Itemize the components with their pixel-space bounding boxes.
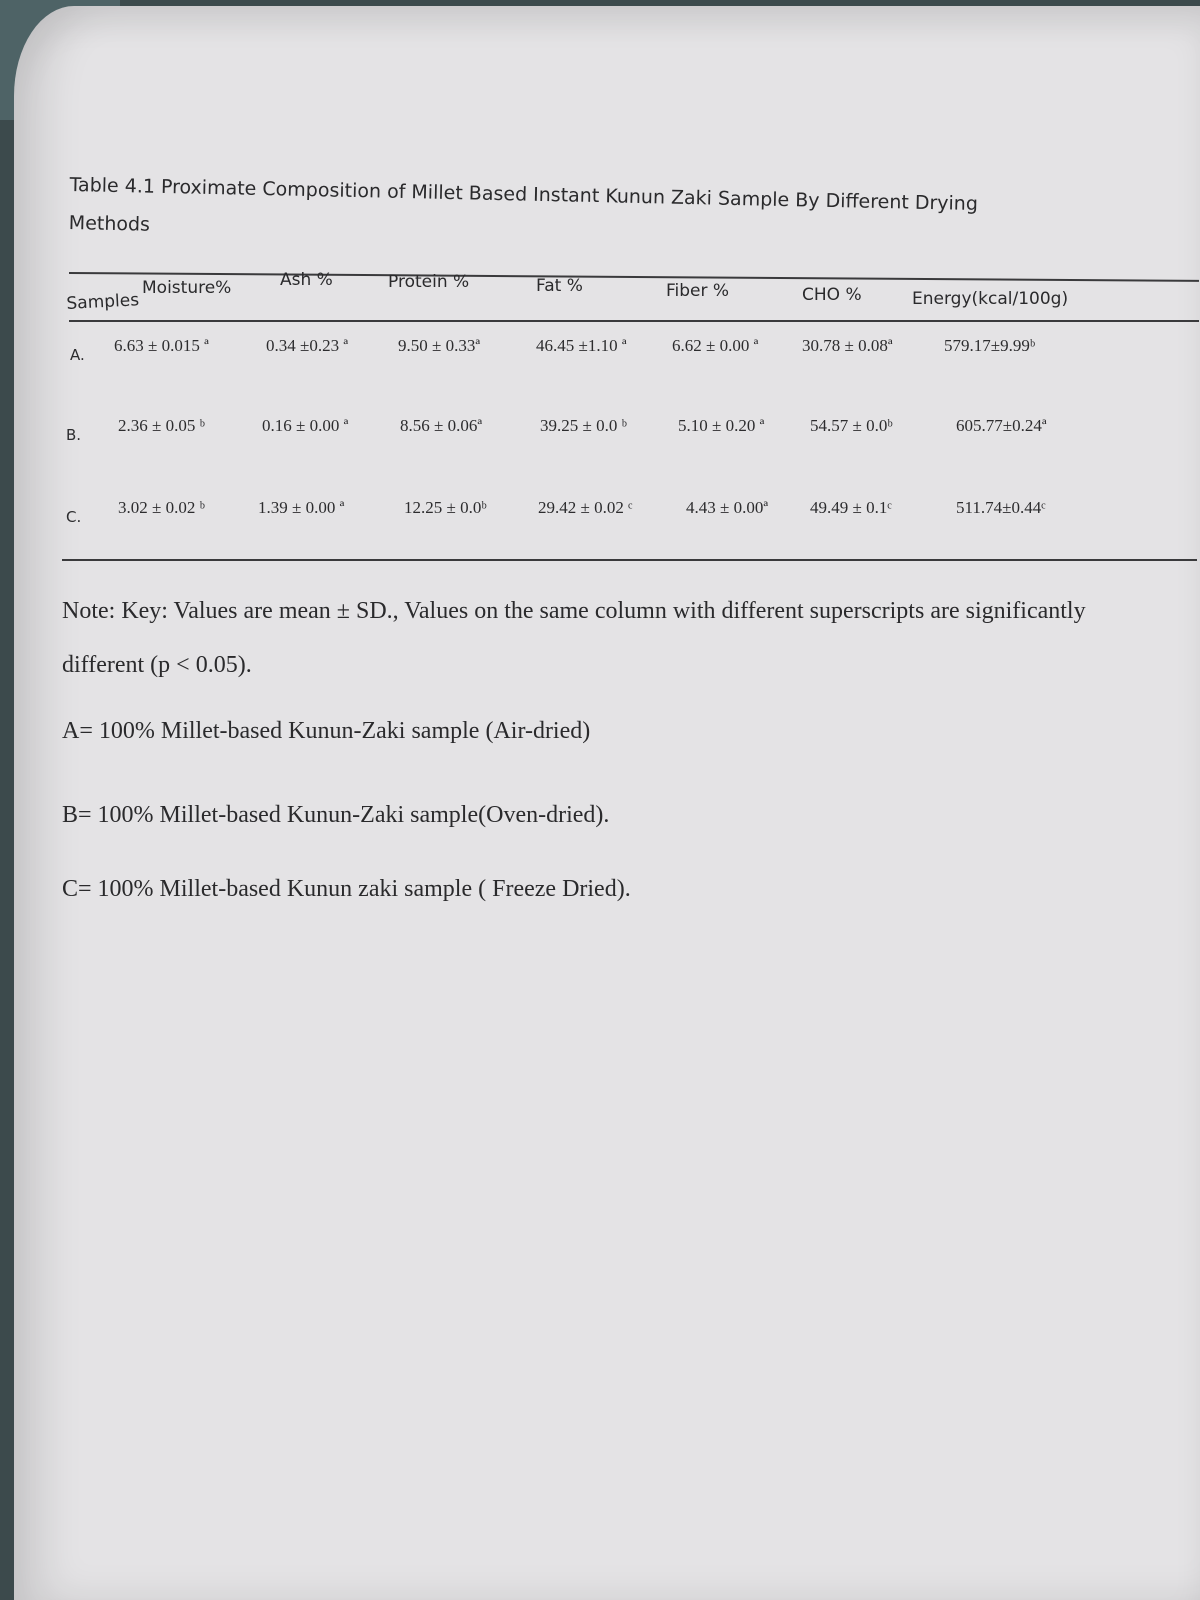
table-row [14, 498, 1200, 538]
row-sample-label: B. [66, 426, 82, 444]
cell-fiber: 4.43 ± 0.00ª [686, 498, 769, 517]
table-caption-line-1: Table 4.1 Proximate Composition of Millet Based Instant Kunun Zaki Sample By Different Drying [69, 173, 979, 216]
cell-cho: 54.57 ± 0.0ᵇ [810, 416, 893, 435]
table-header-row [14, 270, 1200, 320]
cell-cho: 30.78 ± 0.08ª [802, 336, 893, 355]
cell-fat: 29.42 ± 0.02 ᶜ [538, 498, 633, 517]
table-caption [68, 166, 1099, 264]
row-sample-label: C. [66, 508, 82, 526]
cell-ash: 1.39 ± 0.00 ª [258, 498, 345, 517]
cell-fat: 39.25 ± 0.0 ᵇ [540, 416, 627, 435]
header-energy: Energy(kcal/100g) [912, 289, 1069, 309]
table-bottom-rule [62, 559, 1197, 561]
cell-energy: 605.77±0.24ª [956, 416, 1047, 435]
header-fiber: Fiber % [666, 281, 730, 301]
header-moisture: Moisture% [142, 278, 232, 298]
cell-protein: 8.56 ± 0.06ª [400, 416, 483, 435]
cell-fiber: 5.10 ± 0.20 ª [678, 416, 765, 435]
cell-fat: 46.45 ±1.10 ª [536, 336, 627, 355]
cell-ash: 0.34 ±0.23 ª [266, 336, 349, 355]
table-row [14, 416, 1200, 456]
cell-protein: 9.50 ± 0.33ª [398, 336, 481, 355]
header-cho: CHO % [802, 285, 862, 305]
cell-moisture: 2.36 ± 0.05 ᵇ [118, 416, 205, 435]
table-header-rule [69, 320, 1199, 322]
cell-energy: 511.74±0.44ᶜ [956, 498, 1046, 517]
row-sample-label: A. [70, 346, 85, 364]
legend-item-b: B= 100% Millet-based Kunun-Zaki sample(Oven-dried). [62, 802, 610, 828]
table-note: Note: Key: Values are mean ± SD., Values on the same column with different superscripts are significantly different (p < 0.05). [62, 598, 1086, 678]
cell-cho: 49.49 ± 0.1ᶜ [810, 498, 892, 517]
document-page [14, 6, 1200, 1600]
header-samples: Samples [66, 290, 140, 314]
legend-item-c: C= 100% Millet-based Kunun zaki sample ( Freeze Dried). [62, 876, 631, 902]
header-protein: Protein % [388, 272, 470, 292]
cell-moisture: 6.63 ± 0.015 ª [114, 336, 209, 355]
cell-energy: 579.17±9.99ᵇ [944, 336, 1036, 355]
legend-item-a: A= 100% Millet-based Kunun-Zaki sample (Air-dried) [62, 718, 591, 744]
cell-ash: 0.16 ± 0.00 ª [262, 416, 349, 435]
cell-protein: 12.25 ± 0.0ᵇ [404, 498, 487, 517]
table-row [14, 336, 1200, 376]
cell-moisture: 3.02 ± 0.02 ᵇ [118, 498, 205, 517]
cell-fiber: 6.62 ± 0.00 ª [672, 336, 759, 355]
header-ash: Ash % [280, 270, 333, 290]
header-fat: Fat % [536, 276, 583, 296]
table-caption-line-2: Methods [68, 211, 151, 236]
